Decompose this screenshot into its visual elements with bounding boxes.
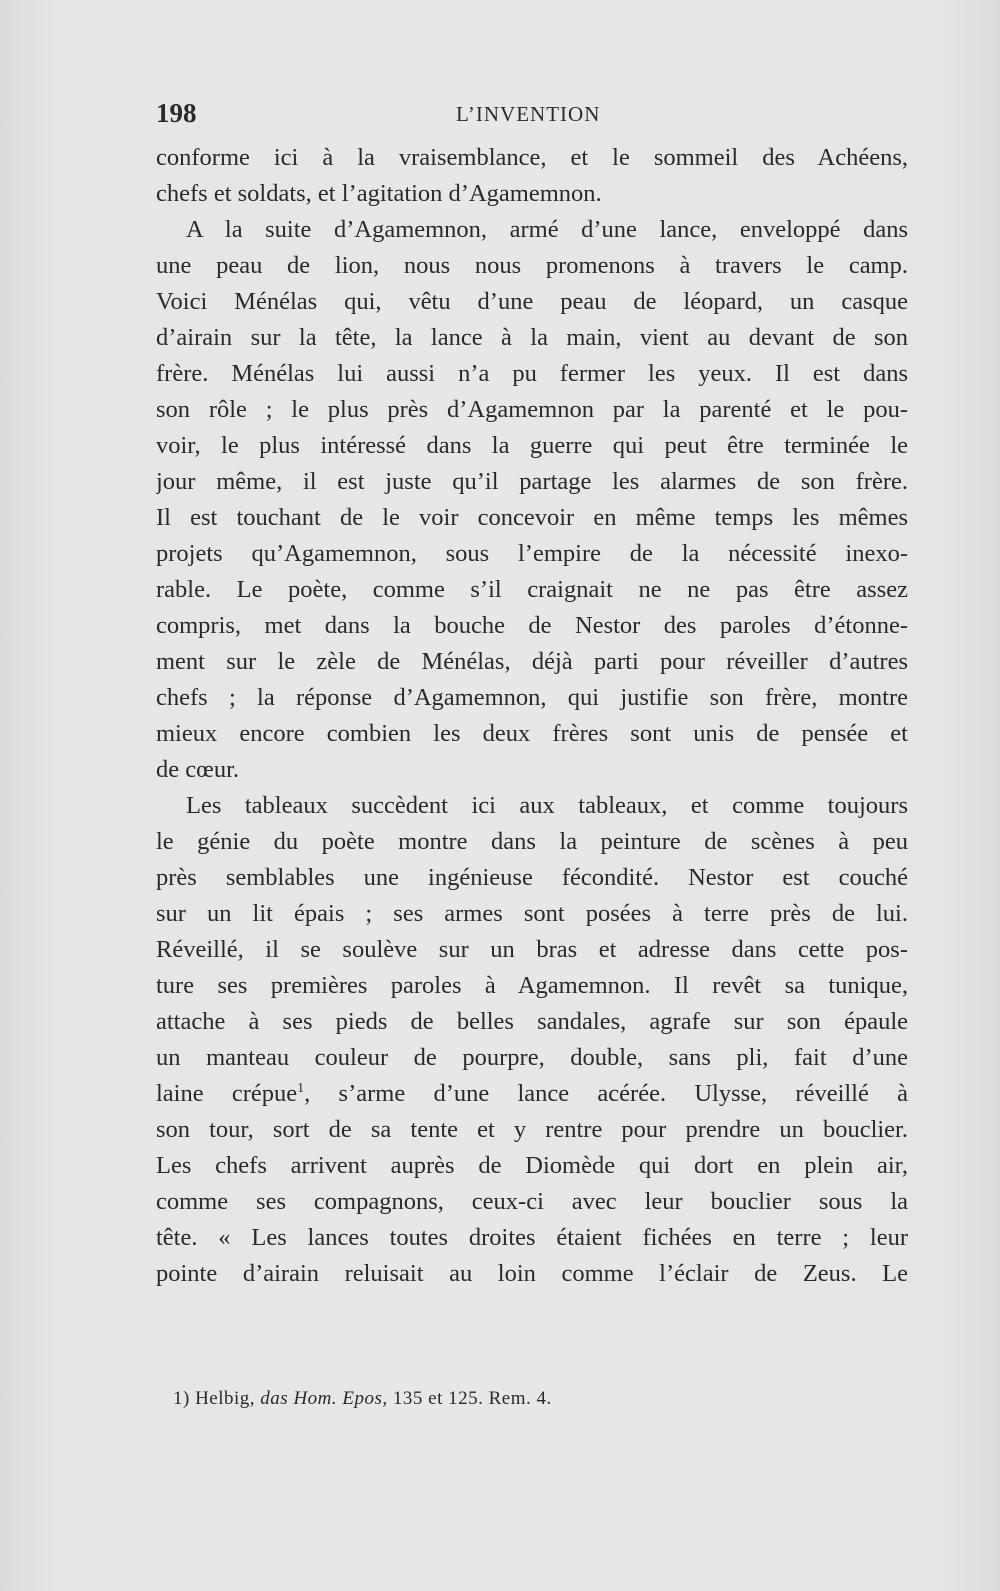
text-segment: , s’arme d’une lance acérée. Ulysse, réveillé à <box>304 1080 908 1107</box>
footnote-ref: 135 et 125. Rem. 4. <box>392 1388 552 1409</box>
text-line: une peau de lion, nous nous promenons à travers le camp. <box>156 252 908 279</box>
text-line: chefs et soldats, et l’agitation d’Agamemnon. <box>156 180 602 207</box>
text-line: de cœur. <box>156 756 239 783</box>
body-text <box>156 140 908 1292</box>
text-line: son tour, sort de sa tente et y rentre pour prendre un bouclier. <box>156 1116 908 1143</box>
text-line: Il est touchant de le voir concevoir en même temps les mêmes <box>156 504 908 531</box>
footnote-title: das Hom. Epos, <box>260 1388 388 1409</box>
text-line: tête. « Les lances toutes droites étaient fichées en terre ; leur <box>156 1224 908 1251</box>
text-line: frère. Ménélas lui aussi n’a pu fermer les yeux. Il est dans <box>156 360 908 387</box>
text-line: Les tableaux succèdent ici aux tableaux, et comme toujours <box>186 792 908 819</box>
footnote-marker: 1) <box>173 1388 190 1409</box>
text-line: sur un lit épais ; ses armes sont posées à terre près de lui. <box>156 900 908 927</box>
text-line: son rôle ; le plus près d’Agamemnon par la parenté et le pou- <box>156 396 908 423</box>
footnote-author: Helbig, <box>195 1388 256 1409</box>
text-line: conforme ici à la vraisemblance, et le sommeil des Achéens, <box>156 144 908 171</box>
footnote <box>173 1388 873 1410</box>
text-line: ture ses premières paroles à Agamemnon. Il revêt sa tunique, <box>156 972 908 999</box>
text-line: ment sur le zèle de Ménélas, déjà parti pour réveiller d’autres <box>156 648 908 675</box>
text-line: jour même, il est juste qu’il partage les alarmes de son frère. <box>156 468 908 495</box>
text-line: voir, le plus intéressé dans la guerre qui peut être terminée le <box>156 432 908 459</box>
text-line: chefs ; la réponse d’Agamemnon, qui justifie son frère, montre <box>156 684 908 711</box>
page-number: 198 <box>156 98 197 128</box>
text-line: pointe d’airain reluisait au loin comme l’éclair de Zeus. Le <box>156 1260 908 1287</box>
text-line: Réveillé, il se soulève sur un bras et adresse dans cette pos- <box>156 936 908 963</box>
text-line: le génie du poète montre dans la peinture de scènes à peu <box>156 828 908 855</box>
footnote-reference: 1 <box>297 1080 305 1096</box>
text-segment: laine crépue <box>156 1080 298 1107</box>
text-line: près semblables une ingénieuse fécondité. Nestor est couché <box>156 864 908 891</box>
text-line: compris, met dans la bouche de Nestor des paroles d’étonne- <box>156 612 908 639</box>
text-line: Les chefs arrivent auprès de Diomède qui dort en plein air, <box>156 1152 908 1179</box>
text-line: mieux encore combien les deux frères sont unis de pensée et <box>156 720 908 747</box>
text-line: comme ses compagnons, ceux-ci avec leur bouclier sous la <box>156 1188 908 1215</box>
text-line: Voici Ménélas qui, vêtu d’une peau de léopard, un casque <box>156 288 908 315</box>
text-line: attache à ses pieds de belles sandales, agrafe sur son épaule <box>156 1008 908 1035</box>
text-line: A la suite d’Agamemnon, armé d’une lance, enveloppé dans <box>186 216 908 243</box>
text-line-with-footnote-ref <box>156 1076 908 1112</box>
running-head: L’INVENTION <box>456 102 601 126</box>
text-line: d’airain sur la tête, la lance à la main, vient au devant de son <box>156 324 908 351</box>
text-line: rable. Le poète, comme s’il craignait ne ne pas être assez <box>156 576 908 603</box>
text-line: un manteau couleur de pourpre, double, sans pli, fait d’une <box>156 1044 908 1071</box>
page-header <box>156 98 908 138</box>
text-line: projets qu’Agamemnon, sous l’empire de la nécessité inexo- <box>156 540 908 567</box>
